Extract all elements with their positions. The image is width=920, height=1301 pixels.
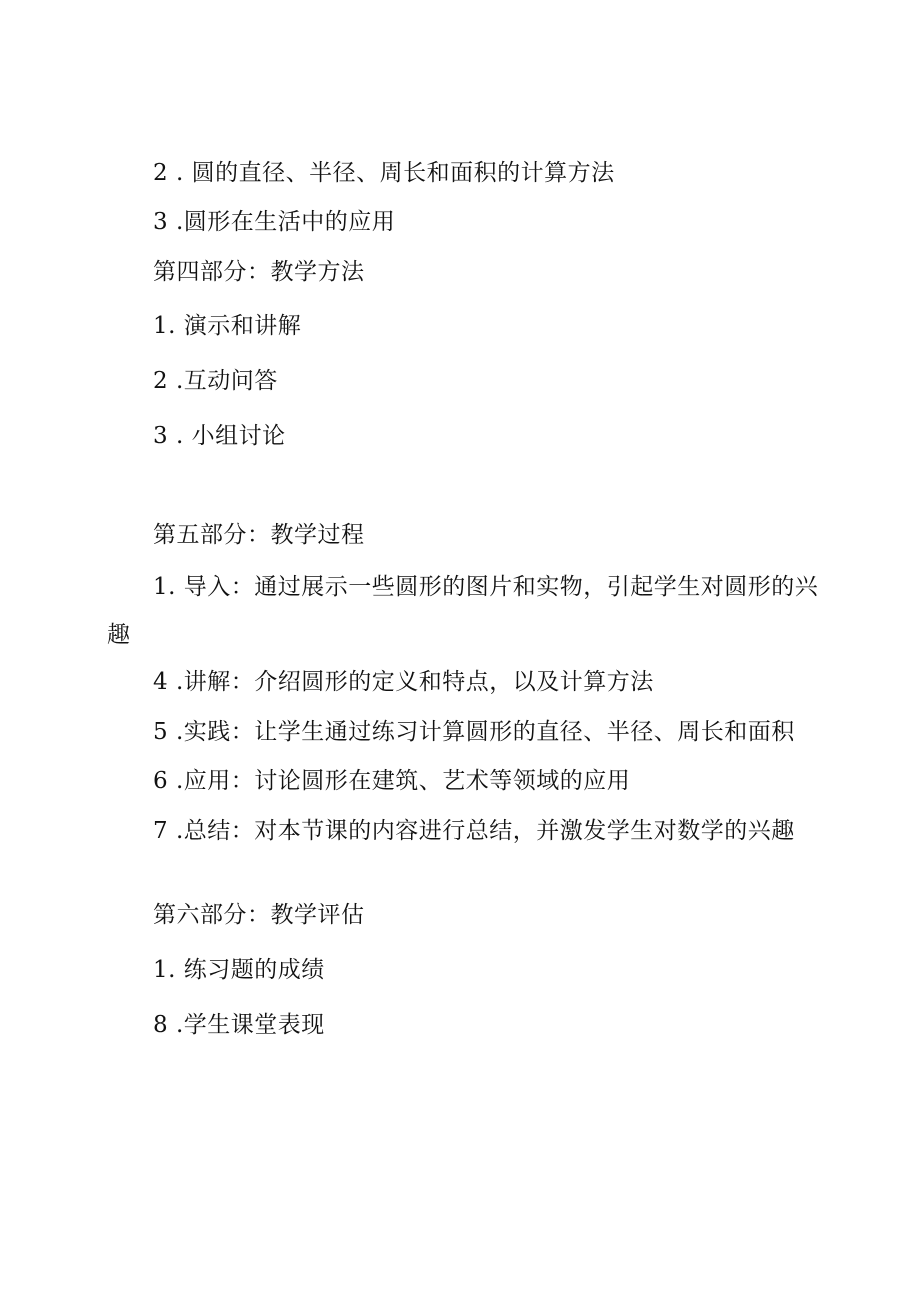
list-item: 1. 演示和讲解 [153,313,302,339]
section-heading: 第四部分：教学方法 [153,259,365,285]
list-item: 2 .互动问答 [153,368,278,394]
section-heading: 第五部分：教学过程 [153,522,365,548]
list-item: 5 .实践：让学生通过练习计算圆形的直径、半径、周长和面积 [153,719,795,745]
list-item: 1. 练习题的成绩 [153,957,325,983]
list-item: 7 .总结：对本节课的内容进行总结，并激发学生对数学的兴趣 [153,818,795,844]
section-heading: 第六部分：教学评估 [153,902,365,928]
list-item: 6 .应用：讨论圆形在建筑、艺术等领域的应用 [153,768,631,794]
list-item: 8 .学生课堂表现 [153,1012,325,1038]
list-item: 3 . 小组讨论 [153,423,286,449]
list-item: 1. 导入：通过展示一些圆形的图片和实物，引起学生对圆形的兴 [153,574,819,600]
list-item-continuation: 趣 [107,622,131,648]
list-item: 3 .圆形在生活中的应用 [153,209,396,235]
list-item: 2 . 圆的直径、半径、周长和面积的计算方法 [153,160,615,186]
list-item: 4 .讲解：介绍圆形的定义和特点，以及计算方法 [153,669,654,695]
